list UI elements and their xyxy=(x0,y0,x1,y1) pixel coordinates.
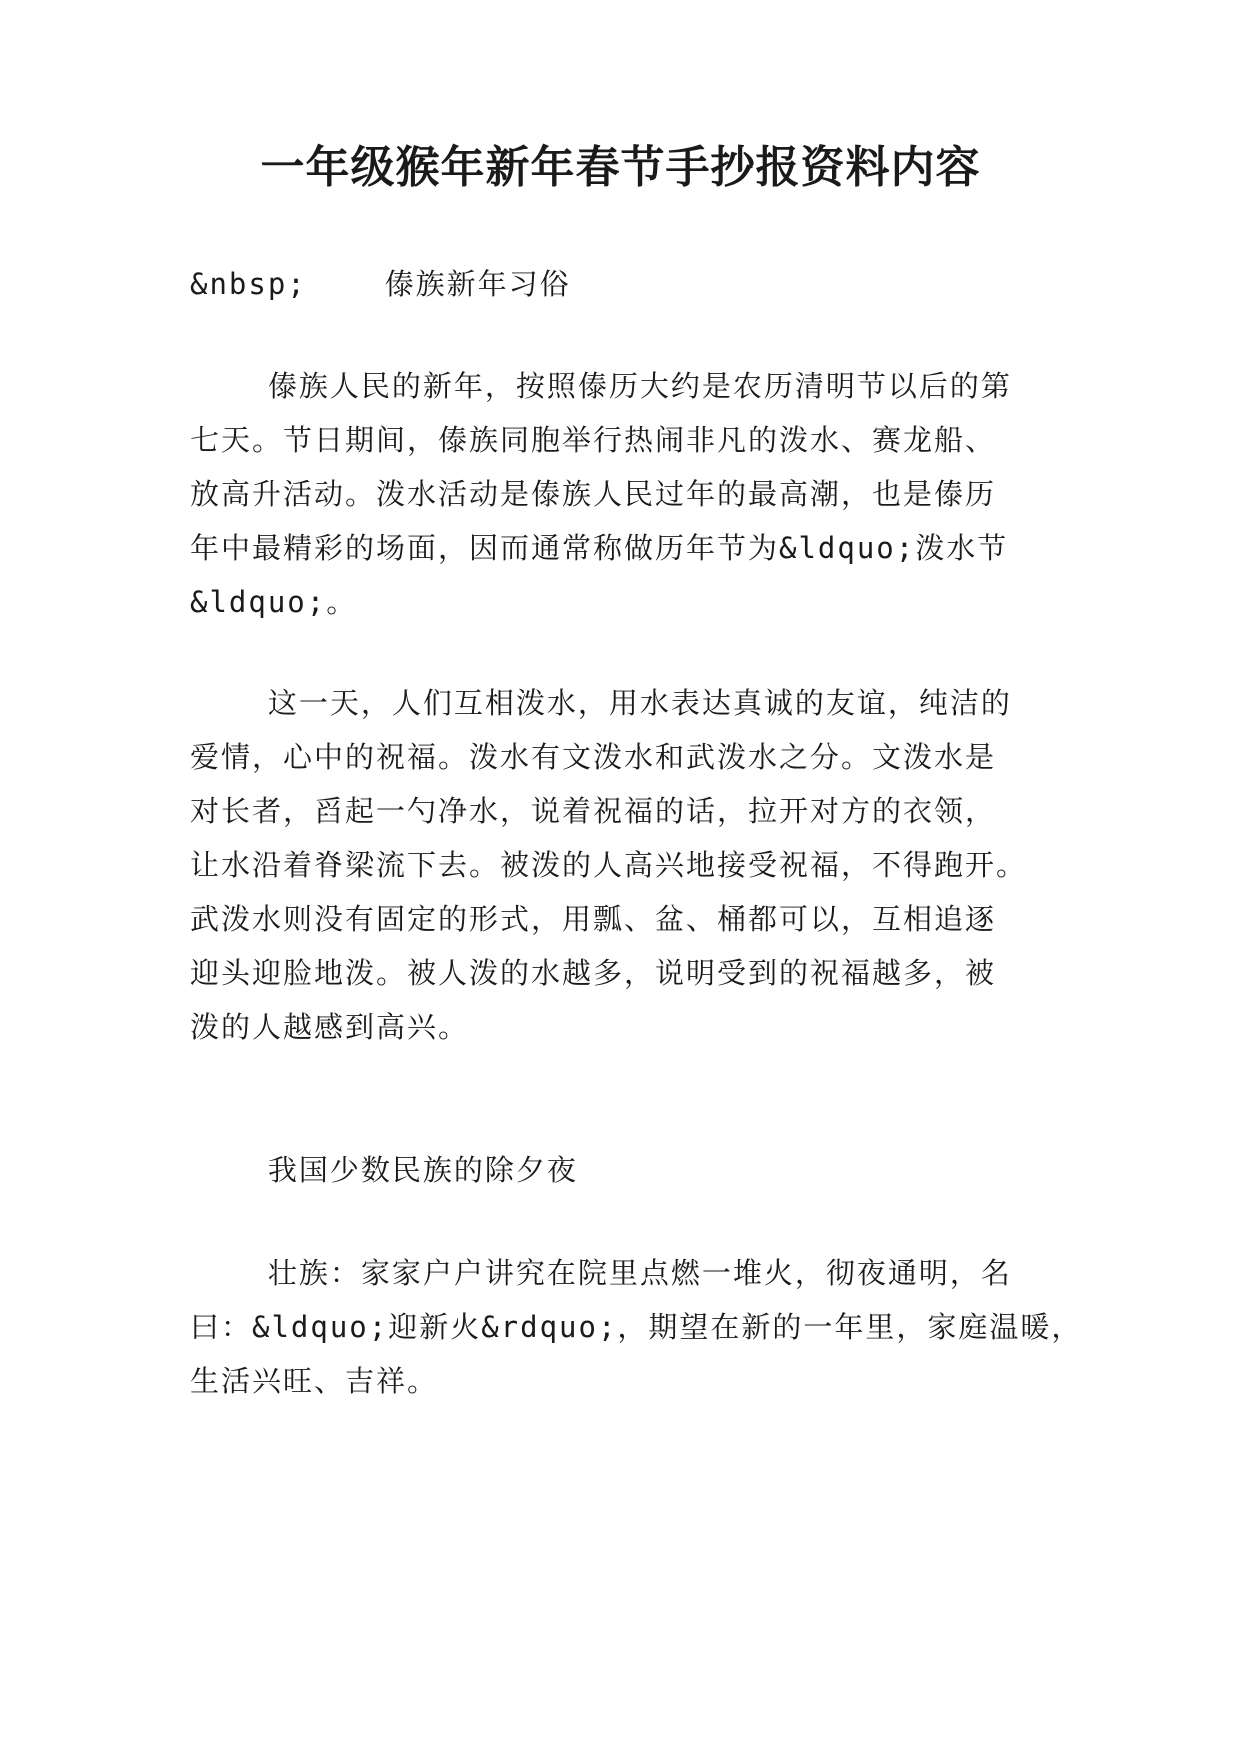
paragraph-line: 年中最精彩的场面，因而通常称做历年节为&ldquo;泼水节 xyxy=(190,531,1009,565)
paragraph-line: 泼的人越感到高兴。 xyxy=(190,1010,470,1044)
paragraph-line: 傣族人民的新年，按照傣历大约是农历清明节以后的第 xyxy=(190,369,1012,403)
paragraph-line: 放高升活动。泼水活动是傣族人民过年的最高潮，也是傣历 xyxy=(190,477,997,511)
paragraph-line: 迎头迎脸地泼。被人泼的水越多，说明受到的祝福越多，被 xyxy=(190,956,997,990)
paragraph-line: 曰：&ldquo;迎新火&rdquo;，期望在新的一年里，家庭温暖， xyxy=(190,1310,1083,1344)
paragraph-line: 生活兴旺、吉祥。 xyxy=(190,1364,439,1398)
paragraph-line: 让水沿着脊梁流下去。被泼的人高兴地接受祝福，不得跑开。 xyxy=(190,848,1028,882)
paragraph-line: 对长者，舀起一勺净水，说着祝福的话，拉开对方的衣领， xyxy=(190,794,997,828)
paragraph-line: 壮族：家家户户讲究在院里点燃一堆火，彻夜通明，名 xyxy=(190,1256,1012,1290)
paragraph-line: 七天。节日期间，傣族同胞举行热闹非凡的泼水、赛龙船、 xyxy=(190,423,997,457)
paragraph-line: &ldquo;。 xyxy=(190,585,358,619)
paragraph-line: 这一天，人们互相泼水，用水表达真诚的友谊，纯洁的 xyxy=(190,686,1012,720)
paragraph-line: 爱情，心中的祝福。泼水有文泼水和武泼水之分。文泼水是 xyxy=(190,740,997,774)
document-title: 一年级猴年新年春节手抄报资料内容 xyxy=(260,142,981,193)
section-heading-dai-new-year: &nbsp; 傣族新年习俗 xyxy=(190,267,571,301)
section-heading-new-years-eve: 我国少数民族的除夕夜 xyxy=(190,1153,578,1187)
paragraph-line: 武泼水则没有固定的形式，用瓢、盆、桶都可以，互相追逐 xyxy=(190,902,997,936)
